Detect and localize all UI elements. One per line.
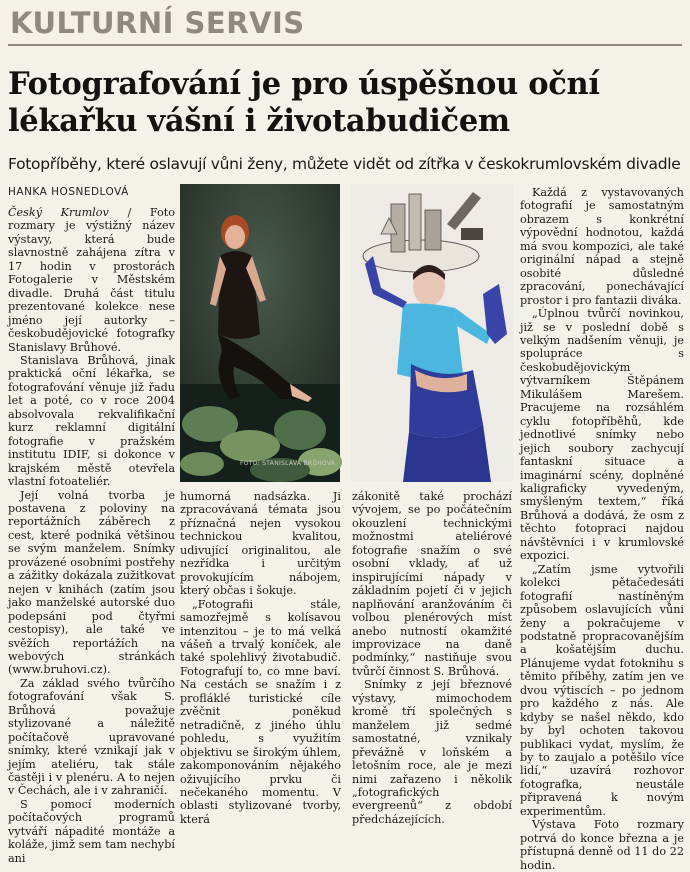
byline: HANKA HOSNEDLOVÁ: [8, 186, 129, 198]
paragraph: Její volná tvorba je postavena z poloviny na reportážních záběrech z cest, které podniká většinou se svým manželem. Snímky provázené osobními postřehy a zážitky dokázala zužitkovat nejen v knihách (zatím jsou jako manželské autorské duo podepsáni pod čtyřmi cestopisy), ale také ve svěžích reportážích na webových stránkách (www.bruhovi.cz).: [8, 488, 175, 677]
section-title: KULTURNÍ SERVIS: [10, 6, 305, 40]
dateline: Český Krumlov: [8, 206, 109, 219]
photo-woman-with-hat-image: [351, 184, 513, 482]
paragraph: Snímky z její březnové výstavy, mimochodem kromě tří společných s manželem již sedmé samostatné, vznikaly převážně v loňském a letošním roce, ale je mezi nimi zařazeno i několik „fotografických evergreenů“ z období předcházejících.: [352, 678, 512, 826]
headline-line-1: Fotografování je pro úspěšnou oční: [8, 66, 600, 102]
photo-credit: FOTO: STANISLAVA BRŮHOVÁ: [240, 460, 336, 467]
photo-woman-with-hat: [351, 184, 513, 482]
text-column-1: [8, 206, 175, 865]
text-column-4: [520, 186, 684, 872]
paragraph: „Fotografii stále, samozřejmě s kolísavou intenzitou – je to má velká vášeň a trvalý koníček, ale také spolehlivý životabudič. Fotografují to, co mne baví. Na cestách se snažím i z profláklé turistické cíle zvěčnit poněkud netradičně, z jiného úhlu pohledu, s využitím objektivu se širokým úhlem, zakomponováním nějakého oživujícího prvku či nečekaného momentu. V oblasti stylizované tvorby, která: [180, 597, 341, 826]
paragraph: Za základ svého tvůrčího fotografování však S. Brůhová považuje stylizované a náležitě počítačově upravované snímky, které vznikají jak v jejím ateliéru, tak stále častěji i v plenéru. A to nejen v Čechách, ale i v zahraničí.: [8, 676, 175, 798]
paragraph: humorná nadsázka. Ji zpracovávaná témata jsou příznačná nejen vysokou technickou kvalitou, udivující originalitou, ale nezřídka i určitým provokujícím nábojem, který občas i šokuje.: [180, 490, 341, 598]
article-subheadline: Fotopříběhy, které oslavují vůni ženy, můžete vidět od zítřka v českokrumlovském divadle: [8, 155, 681, 173]
section-header: [8, 6, 682, 42]
paragraph: Výstava Foto rozmary potrvá do konce března a je přístupná denně od 11 do 22 hodin.: [520, 818, 684, 872]
text-column-2: [180, 490, 341, 826]
paragraph: Český Krumlov / Foto rozmary je výstižný název výstavy, která bude slavnostně zahájena zítra v 17 hodin v prostorách Fotogalerie v Městském divadle. Druhá část titulu prezentované kolekce nese jméno její autorky – českobudějovické fotografky Stanislavy Brůhové.: [8, 206, 175, 354]
paragraph: „Úplnou tvůrčí novinkou, již se v poslední době s velkým nadšením věnuji, je spolupráce s českobudějovickým výtvarníkem Štěpánem Mikulášem Marešem. Pracujeme na rozsáhlém cyklu fotopříběhů, kde jednotlivé snímky nebo jejich soubory zachycují fantaskní situace a imaginární scény, doplněné kaligraficky vyvedeným, smyšleným textem,“ říká Brůhová a dodává, že osm z těchto fotopraci najdou návštěvníci i v krumlovské expozici.: [520, 307, 684, 563]
article-headline: [8, 66, 688, 140]
paragraph: zákonitě také prochází vývojem, se po počátečním okouzlení technickými možnostmi ateliérové fotografie snažím o své osobní vklady, ať už inspirujícími nápady v základním pojetí či v jejich naplňování aranžováním či volbou plenérových míst anebo nutností okamžité improvizace na daně podmínky,“ nastiňuje svou tvůrčí činnost S. Brůhová.: [352, 490, 512, 678]
photo-woman-seated: [180, 184, 340, 482]
paragraph: S pomocí moderních počítačových programů vytváří nápadité montáže a koláže, jimž sem tam nechybí ani: [8, 797, 175, 865]
paragraph: Stanislava Brůhová, jinak praktická oční lékařka, se fotografování věnuje již řadu let a poté, co v roce 2004 absolvovala rekvalifikační kurz reklamní digitální fotografie v pražském institutu IDIF, si dokonce v krajském městě otevřela vlastní fotoateliér.: [8, 353, 175, 489]
headline-line-2: lékařku vášní i životabudičem: [8, 103, 510, 139]
paragraph: Každá z vystavovaných fotografií je samostatným obrazem s konkrétní výpovědní hodnotou, každá má svou kompozici, ale také originální nápad a stejně osobité důsledné zpracování, ponechávající prostor i pro fantazii diváka.: [520, 186, 684, 307]
paragraph: „Zatím jsme vytvořili kolekci pětačedesáti fotografií nastíněným způsobem oslavujících vůni ženy a pokračujeme v podstatně propracovanějším a košatějším duchu. Plánujeme vydat fotoknihu s těmito příběhy, zatím jen ve dvou výtiscích – po jednom pro každého z nás. Ale kdyby se našel někdo, kdo by byl ochoten takovou publikaci vydat, myslím, že by to zaujalo a potěšilo více lidí,“ uzavírá rozhovor fotografka, neustále připravená k novým experimentům.: [520, 562, 684, 818]
text-column-3: [352, 490, 512, 826]
photo-woman-seated-image: [180, 184, 340, 482]
section-rule: [8, 44, 682, 46]
